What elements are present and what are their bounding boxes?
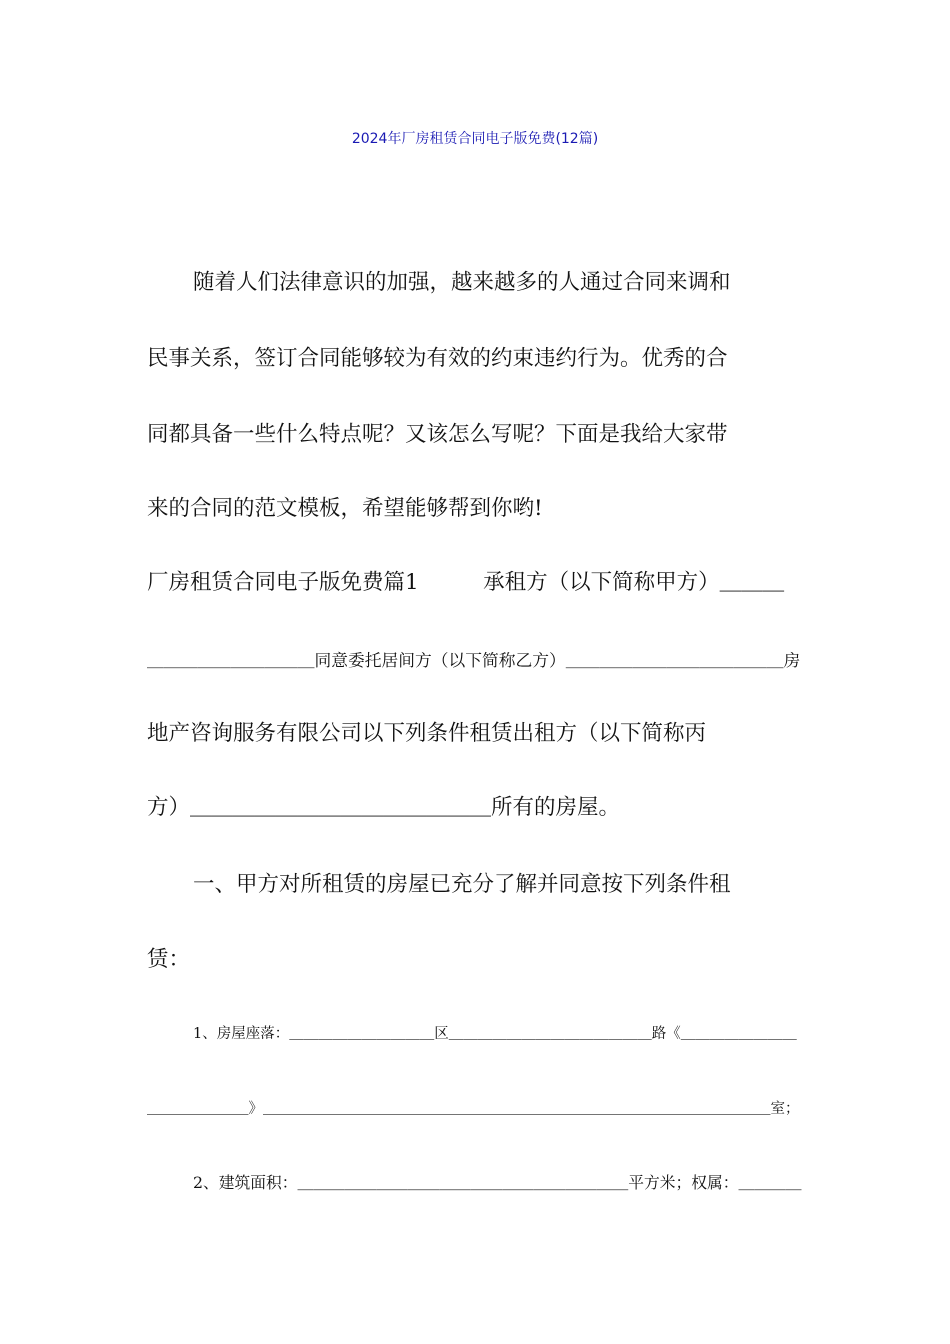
document-title: 2024年厂房租赁合同电子版免费(12篇): [351, 131, 599, 147]
contract-heading-line: 厂房租赁合同电子版免费篇1 承租方（以下简称甲方）＿＿＿: [147, 570, 785, 595]
item-1-line-1: 1、房屋座落：＿＿＿＿＿＿＿＿＿＿区＿＿＿＿＿＿＿＿＿＿＿＿＿＿路《＿＿＿＿＿＿＿＿: [193, 1026, 797, 1042]
intro-line-3: 同都具备一些什么特点呢？又该怎么写呢？下面是我给大家带: [147, 422, 728, 447]
item-2-line-1: 2、建筑面积：＿＿＿＿＿＿＿＿＿＿＿＿＿＿＿＿＿＿＿＿＿平方米；权属：＿＿＿＿: [193, 1173, 802, 1192]
clause-1-line-1: 一、甲方对所租赁的房屋已充分了解并同意按下列条件租: [193, 872, 731, 897]
clause-1-line-2: 赁：: [147, 947, 191, 972]
contract-line-2: ＿＿＿＿＿＿＿＿＿＿同意委托居间方（以下简称乙方）＿＿＿＿＿＿＿＿＿＿＿＿＿房: [147, 650, 801, 670]
contract-line-3: 地产咨询服务有限公司以下列条件租赁出租方（以下简称丙: [147, 721, 707, 746]
item-1-line-2: ＿＿＿＿＿＿＿》＿＿＿＿＿＿＿＿＿＿＿＿＿＿＿＿＿＿＿＿＿＿＿＿＿＿＿＿＿＿＿＿＿＿＿室；: [147, 1101, 800, 1117]
intro-line-1: 随着人们法律意识的加强，越来越多的人通过合同来调和: [193, 270, 731, 295]
intro-line-2: 民事关系，签订合同能够较为有效的约束违约行为。优秀的合: [147, 346, 728, 371]
intro-line-4: 来的合同的范文模板，希望能够帮到你哟!: [147, 496, 543, 521]
contract-line-4: 方）＿＿＿＿＿＿＿＿＿＿＿＿＿＿所有的房屋。: [147, 795, 621, 820]
